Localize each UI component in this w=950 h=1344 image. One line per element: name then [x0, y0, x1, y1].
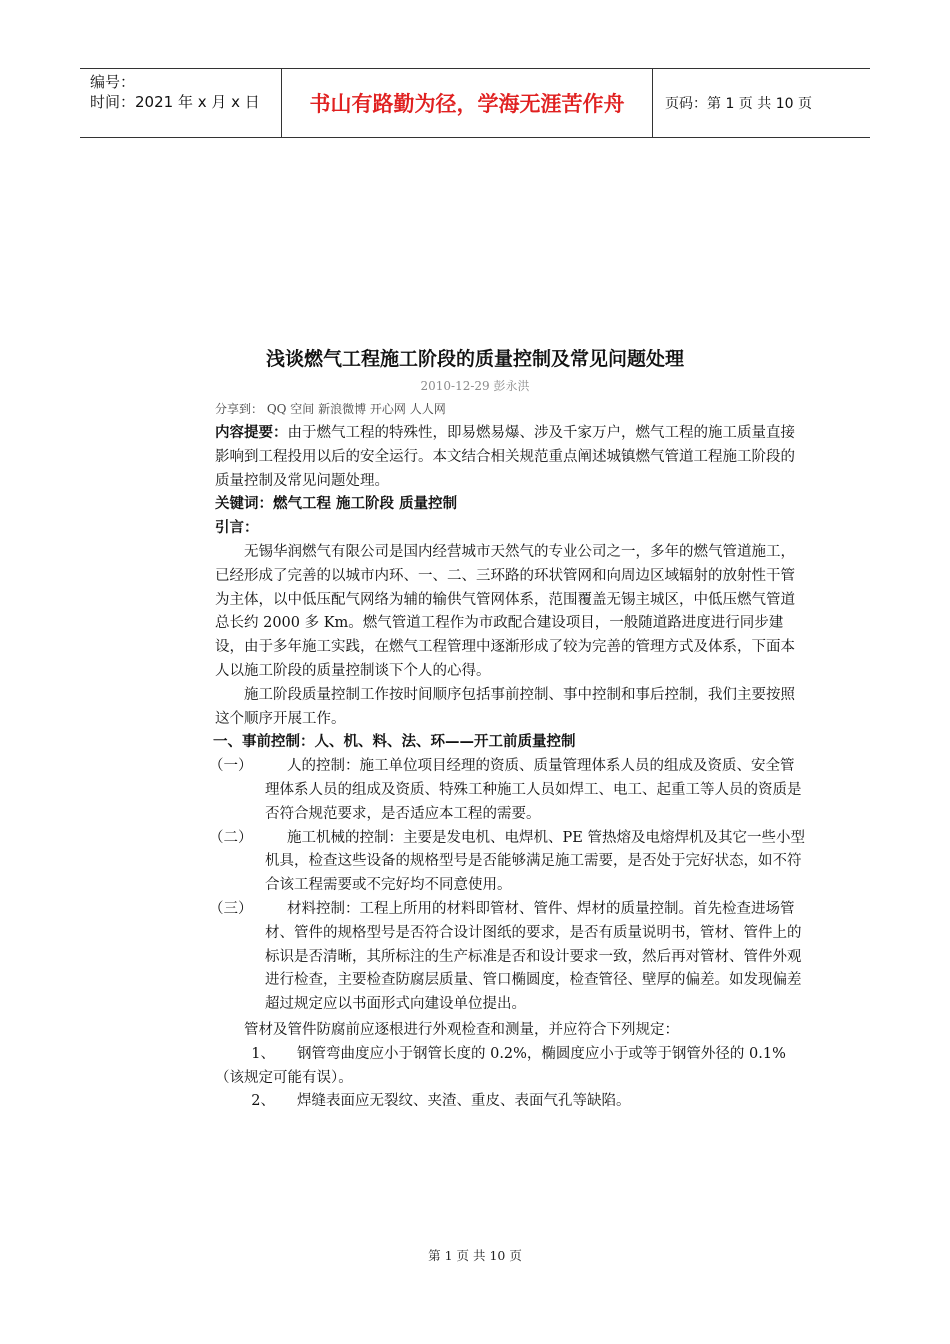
intro-label: 引言：	[215, 520, 259, 537]
intro-paragraph-2: 施工阶段质量控制工作按时间顺序包括事前控制、事中控制和事后控制，我们主要按照这个顺序开展工作。	[215, 686, 795, 727]
article-title: 浅谈燃气工程施工阶段的质量控制及常见问题处理	[265, 348, 684, 370]
keywords: 关键词：燃气工程 施工阶段 质量控制	[215, 496, 458, 513]
item-text: 人的控制：施工单位项目经理的资质、质量管理体系人员的组成及资质、安全管理体系人员的组成及资质、特殊工种施工人员如焊工、电工、起重工等人员的资质是否符合规范要求，是否适应本工程的需要。	[265, 758, 802, 822]
item-number: （一）	[209, 758, 253, 775]
page-header	[80, 68, 870, 138]
abstract-text: 由于燃气工程的特殊性，即易燃易爆、涉及千家万户，燃气工程的施工质量直接影响到工程投用以后的安全运行。本文结合相关规范重点阐述城镇燃气管道工程施工阶段的质量控制及常见问题处理。	[215, 425, 795, 489]
item-text: 施工机械的控制：主要是发电机、电焊机、PE 管热熔及电熔焊机及其它一些小型机具，检查这些设备的规格型号是否能够满足施工需要，是否处于完好状态，如不符合该工程需要或不完好均不同意使用。	[265, 829, 805, 894]
rule-number: 2、	[251, 1093, 275, 1110]
share-links[interactable]: 分享到： QQ 空间 新浪微博 开心网 人人网	[215, 402, 446, 416]
number-label: 编号：	[90, 73, 136, 91]
header-motto: 书山有路勤为径，学海无涯苦作舟	[282, 69, 653, 137]
rule-item	[215, 1090, 807, 1114]
abstract	[215, 422, 807, 493]
page-footer: 第 1 页 共 10 页	[428, 1248, 522, 1263]
time-label: 时间：2021 年 x 月 x 日	[90, 93, 260, 111]
list-item	[209, 827, 807, 898]
article-body	[209, 422, 807, 1114]
intro-paragraph-1: 无锡华润燃气有限公司是国内经营城市天然气的专业公司之一，多年的燃气管道施工，已经形成了完善的以城市内环、一、二、三环路的环状管网和向周边区域辐射的放射性干管为主体，以中低压配气网络为辅的输供气管网体系，范围覆盖无锡主城区，中低压燃气管道总长约 2000 多 Km。燃气管道工程作为市政配合建设项目，一般随道路进度进行同步建设，由于多年施工实践，在燃气工程管理中逐渐形成了较为完善的管理方式及体系，下面本人以施工阶段的质量控制谈下个人的心得。	[215, 543, 795, 679]
header-meta	[80, 69, 282, 137]
item-text: 材料控制：工程上所用的材料即管材、管件、焊材的质量控制。首先检查进场管材、管件的规格型号是否符合设计图纸的要求，是否有质量说明书，管材、管件上的标识是否清晰，其所标注的生产标准是否和设计要求一致，然后再对管材、管件外观进行检查，主要检查防腐层质量、管口椭圆度，检查管径、壁厚的偏差。如发现偏差超过规定应以书面形式向建设单位提出。	[265, 900, 802, 1013]
rule-text: 焊缝表面应无裂纹、夹渣、重皮、表面气孔等缺陷。	[296, 1093, 631, 1110]
header-page-info: 页码：第 1 页 共 10 页	[665, 96, 812, 112]
list-item	[209, 755, 807, 826]
abstract-label: 内容提要：	[215, 425, 288, 441]
pre-list-text: 管材及管件防腐前应逐根进行外观检查和测量，并应符合下列规定：	[244, 1021, 679, 1038]
list-item	[209, 898, 807, 1017]
section-1-title: 一、事前控制：人、机、料、法、环——开工前质量控制	[213, 734, 576, 751]
rule-number: 1、	[251, 1045, 275, 1062]
rule-item	[215, 1043, 807, 1091]
rule-text: 钢管弯曲度应小于钢管长度的 0.2%，椭圆度应小于或等于钢管外径的 0.1%（该规定可能有误）。	[215, 1045, 786, 1086]
item-number: （三）	[209, 900, 253, 917]
article-date-author: 2010-12-29 彭永洪	[420, 379, 530, 393]
item-number: （二）	[209, 829, 253, 846]
